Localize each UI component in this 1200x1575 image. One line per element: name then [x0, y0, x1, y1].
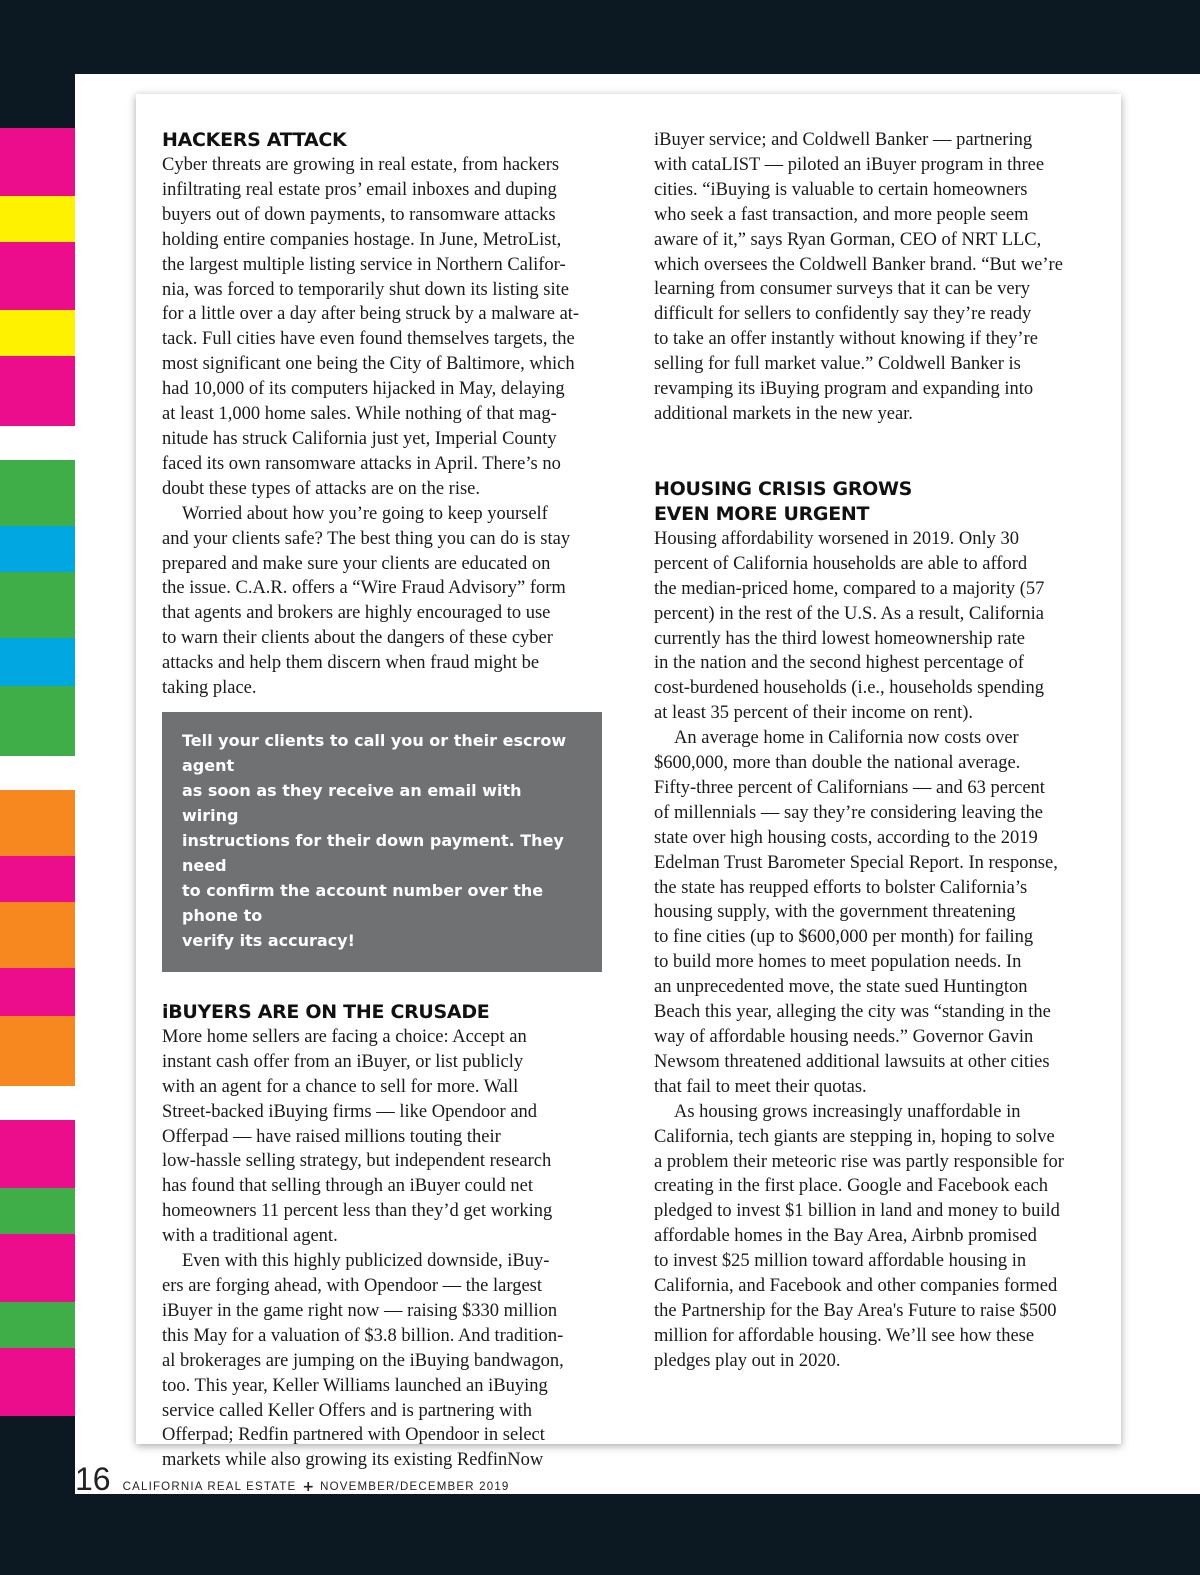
left-column — [162, 128, 602, 1473]
hackers-attack-heading: HACKERS ATTACK — [162, 129, 347, 151]
wire-fraud-callout: Tell your clients to call you or their escrow agent as soon as they receive an email with wiring instructions for their down payment. They need to confirm the account number over the phone to verify its accuracy! — [162, 712, 602, 972]
right-column — [654, 128, 1099, 1374]
ibuyers-paragraph-1: More home sellers are facing a choice: Accept an instant cash offer from an iBuyer, or list publicly with an agent for a chance to sell for more. Wall Street-backed iBuying firms — like Opendoor and Offerpad — have raised millions touting their low-hassle selling strategy, but independent research has found that selling through an iBuyer could net homeowners 11 percent less than they’d get working with a traditional agent. — [162, 1026, 553, 1247]
housing-paragraph-2: An average home in California now costs over $600,000, more than double the national average. Fifty-three percent of Californians — and 63 percent of millennials — say they’re considering leaving the state over high housing costs, according to the 2019 Edelman Trust Barometer Special Report. In response, the state has reupped efforts to bolster California’s housing supply, with the government threatening to fine cities (up to $600,000 per month) for failing to build more homes to meet population needs. In an unprecedented move, the state sued Huntington Beach this year, alleging the city was “standing in the way of affordable housing needs.” Governor Gavin Newsom threatened additional lawsuits at other cities that fail to meet their quotas. — [654, 728, 1058, 1097]
issue-date: NOVEMBER/DECEMBER 2019 — [320, 1481, 510, 1493]
ibuyers-continued-paragraph: iBuyer service; and Coldwell Banker — partnering with cataLIST — piloted an iBuyer program in three cities. “iBuying is valuable to certain homeowners who seek a fast transaction, and more people seem aware of it,” says Ryan Gorman, CEO of NRT LLC, which oversees the Coldwell Banker brand. “But we’re learning from consumer surveys that it can be very difficult for sellers to confidently say they’re ready to take an offer instantly without knowing if they’re selling for full market value.” Coldwell Banker is revamping its iBuying program and expanding into additional markets in the new year. — [654, 130, 1063, 424]
hackers-paragraph-2: Worried about how you’re going to keep yourself and your clients safe? The best thing you can do is stay prepared and make sure your clients are educated on the issue. C.A.R. offers a “Wire Fraud Advisory” form that agents and brokers are highly encouraged to use to warn their clients about the dangers of these cyber attacks and help them discern when fraud might be taking place. — [162, 503, 571, 699]
ibuyers-paragraph-2: Even with this highly publicized downside, iBuy- ers are forging ahead, with Opendoor — the largest iBuyer in the game right now — raising $330 million this May for a valuation of $3.8 billion. And tradition- al brokerages are jumping on the iBuying bandwagon, too. This year, Keller Williams launched an iBuying service called Keller Offers and is partnering with Offerpad; Redfin partnered with Opendoor in select markets while also growing its existing RedfinNow — [162, 1251, 564, 1471]
housing-crisis-heading: HOUSING CRISIS GROWS EVEN MORE URGENT — [654, 477, 913, 525]
housing-paragraph-1: Housing affordability worsened in 2019. Only 30 percent of California households are able to afford the median-priced home, compared to a majority (57 percent) in the rest of the U.S. As a result, California currently has the third lowest homeownership rate in the nation and the second highest percentage of cost-burdened households (i.e., households spending at least 35 percent of their income on rent). — [654, 528, 1045, 724]
publication-title: CALIFORNIA REAL ESTATE — [122, 1481, 297, 1493]
plus-separator-icon: + — [302, 1479, 315, 1495]
page-footer — [75, 1461, 575, 1497]
hackers-paragraph-1: Cyber threats are growing in real estate, from hackers infiltrating real estate pros’ email inboxes and duping buyers out of down payments, to ransomware attacks holding entire companies hostage. In June, MetroList, the largest multiple listing service in Northern Califor- nia, was forced to temporarily shut down its listing site for a little over a day after being struck by a malware at- tack. Full cities have even found themselves targets, the most significant one being the City of Baltimore, which had 10,000 of its computers hijacked in May, delaying at least 1,000 home sales. While nothing of that mag- nitude has struck California just yet, Imperial County faced its own ransomware attacks in April. There’s no doubt these types of attacks are on the rise. — [162, 155, 580, 499]
page-number: 16 — [75, 1461, 111, 1497]
ibuyers-heading: iBUYERS ARE ON THE CRUSADE — [162, 1000, 490, 1023]
article-card — [136, 94, 1121, 1471]
housing-paragraph-3: As housing grows increasingly unaffordable in California, tech giants are stepping in, hoping to solve a problem their meteoric rise was partly responsible for creating in the first place. Google and Facebook each pledged to invest $1 billion in land and money to build affordable homes in the Bay Area, Airbnb promised to invest $25 million toward affordable housing in California, and Facebook and other companies formed the Partnership for the Bay Area's Future to raise $500 million for affordable housing. We’ll see how these pledges play out in 2020. — [654, 1101, 1064, 1371]
